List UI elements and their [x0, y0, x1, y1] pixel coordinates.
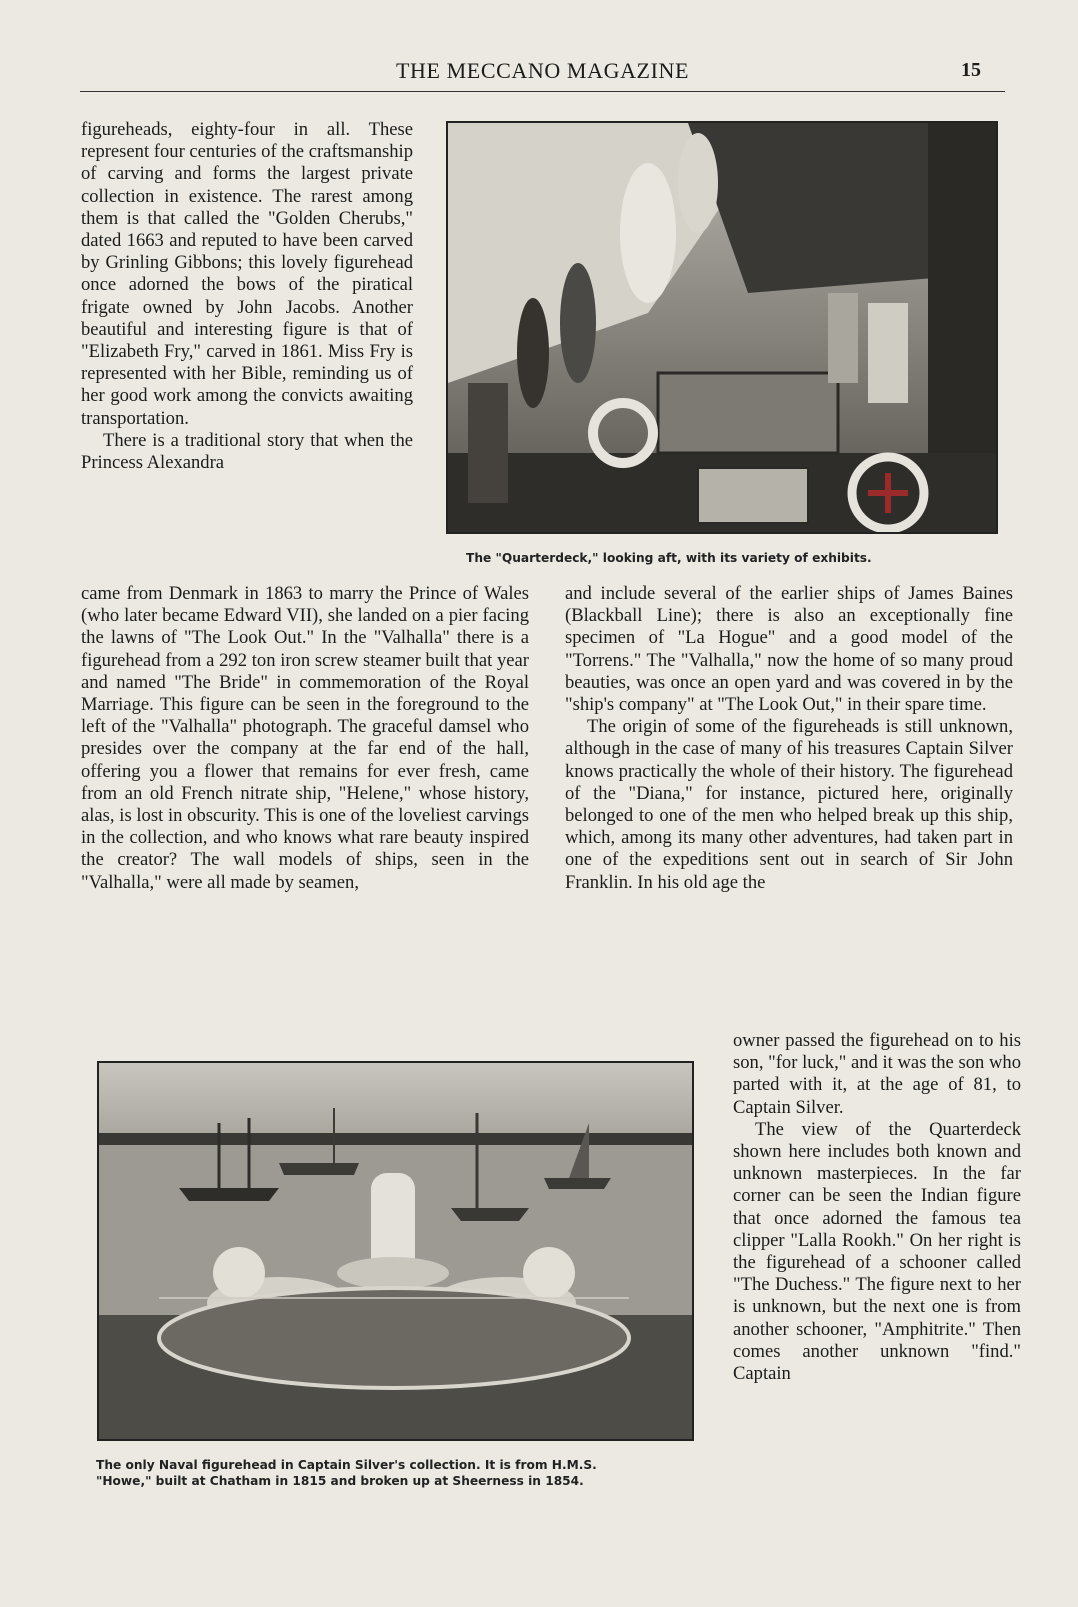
naval-caption-line-1: The only Naval figurehead in Captain Silver's collection. It is from H.M.S. — [96, 1458, 597, 1472]
quarterdeck-photo — [446, 121, 998, 534]
page-number: 15 — [961, 59, 981, 81]
article-column-left-top — [81, 119, 413, 474]
article-paragraph-2-start: There is a traditional story that when the Princess Alexandra — [81, 429, 413, 474]
naval-figurehead-photo — [97, 1061, 694, 1441]
page-header — [80, 56, 1005, 92]
article-paragraph-1: figureheads, eighty-four in all. These represent four centuries of the craftsmanship of carving and forms the largest private collection in existence. The rarest among them is that called the "Golden Cherubs," dated 1663 and reputed to have been carved by Grinling Gibbons; this lovely figurehead once adorned the bows of the piratical frigate owned by John Jacobs. Another beautiful and interesting figure is that of "Elizabeth Fry," carved in 1861. Miss Fry is represented with her Bible, reminding us of her good work among the convicts awaiting transportation. — [81, 119, 413, 429]
article-paragraph-3: and include several of the earlier ships of James Baines (Blackball Line); there is also an exceptionally fine specimen of "La Hogue" and a good model of the "Torrens." The "Valhalla," now the home of so many proud beauties, was once an open yard and was covered in by the "ship's company" at "The Look Out," in their spare time. — [565, 583, 1013, 716]
naval-figurehead-caption — [96, 1457, 706, 1489]
naval-figurehead-photo-illustration — [99, 1063, 692, 1439]
article-column-right — [565, 583, 1013, 894]
article-paragraph-4: The origin of some of the figureheads is still unknown, although in the case of many of his treasures Captain Silver knows practically the whole of their history. The figurehead of the "Diana," for instance, pictured here, originally belonged to one of the men who helped break up this ship, which, among its many other adventures, had taken part in one of the expeditions sent out in search of Sir John Franklin. In his old age the — [565, 716, 1013, 893]
quarterdeck-caption: The "Quarterdeck," looking aft, with its variety of exhibits. — [466, 551, 872, 565]
article-paragraph-5: The view of the Quarterdeck shown here includes both known and unknown masterpieces. In the far corner can be seen the Indian figure that once adorned the famous tea clipper "Lalla Rookh." On her right is the figurehead of a schooner called "The Duchess." The figure next to her is unknown, but the next one is from another schooner, "Amphitrite." Then comes another unknown "find." Captain — [733, 1118, 1021, 1385]
header-rule — [80, 91, 1005, 92]
naval-caption-line-2: "Howe," built at Chatham in 1815 and broken up at Sheerness in 1854. — [96, 1474, 584, 1488]
article-column-right-bottom — [733, 1030, 1021, 1385]
quarterdeck-photo-illustration — [448, 123, 996, 532]
article-paragraph-4-continued: owner passed the figurehead on to his son, "for luck," and it was the son who parted with it, at the age of 81, to Captain Silver. — [733, 1030, 1021, 1118]
article-column-left — [81, 583, 529, 894]
magazine-title: THE MECCANO MAGAZINE — [395, 58, 690, 83]
article-paragraph-2-continued: came from Denmark in 1863 to marry the Prince of Wales (who later became Edward VII), she landed on a pier facing the lawns of "The Look Out." In the "Valhalla" there is a figurehead from a 292 ton iron screw steamer built that year and named "The Bride" in commemoration of the Royal Marriage. This figure can be seen in the foreground to the left of the "Valhalla" photograph. The graceful damsel who presides over the company at the far end of the hall, offering you a flower that remains for ever fresh, came from an old French nitrate ship, "Helene," whose history, alas, is lost in obscurity. This is one of the loveliest carvings in the collection, and who knows what rare beauty inspired the creator? The wall models of ships, seen in the "Valhalla," were all made by seamen, — [81, 583, 529, 893]
